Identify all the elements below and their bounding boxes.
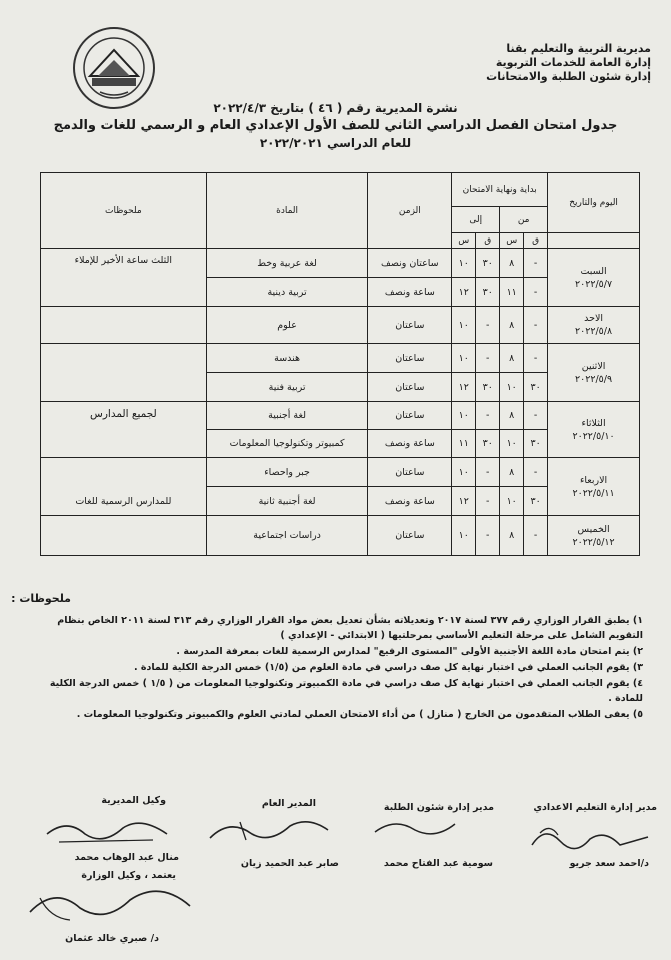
from-q: ٣٠	[524, 373, 548, 402]
header-from-q: ق	[524, 233, 548, 249]
ministry-seal-logo	[68, 24, 160, 112]
to-s: ١٠	[452, 458, 476, 487]
from-s: ٨	[500, 249, 524, 278]
header-line-1: مديرية التربية والتعليم بقنا	[506, 42, 651, 55]
subject: هندسة	[206, 344, 368, 373]
from-q: -	[524, 278, 548, 307]
duration: ساعتان	[368, 402, 452, 430]
exam-schedule-table	[40, 172, 640, 556]
subject: تربية دينية	[206, 278, 368, 307]
from-q: -	[524, 516, 548, 556]
header-to: إلى	[452, 207, 500, 233]
remark-empty	[41, 307, 207, 344]
signature-name-deputy-directorate: منال عبد الوهاب محمد	[74, 852, 179, 863]
signature-title-prep-director: مدير إدارة التعليم الاعدادي	[533, 802, 657, 813]
subject: كمبيوتر وتكنولوجيا المعلومات	[206, 430, 368, 458]
day-name: الاثنين	[581, 360, 606, 372]
header-subject: المادة	[206, 173, 368, 249]
day-cell	[548, 344, 640, 402]
duration: ساعتان	[368, 458, 452, 487]
signature-name-undersecretary: د/ صبري خالد عثمان	[65, 933, 159, 944]
from-s: ٨	[500, 402, 524, 430]
subject: لغة عربية وخط	[206, 249, 368, 278]
signature-name-student-affairs: سومية عبد الفتاح محمد	[383, 858, 493, 869]
from-q: ٣٠	[524, 430, 548, 458]
subject: لغة أجنبية ثانية	[206, 487, 368, 516]
to-q: ٣٠	[476, 278, 500, 307]
subject: تربية فنية	[206, 373, 368, 402]
to-q: -	[476, 307, 500, 344]
day-cell	[548, 402, 640, 458]
signature-title-general-director: المدير العام	[261, 798, 316, 809]
to-s: ١٢	[452, 373, 476, 402]
handwritten-signature-4	[35, 812, 185, 852]
table-row	[41, 458, 640, 487]
table-row	[41, 402, 640, 430]
duration: ساعتان ونصف	[368, 249, 452, 278]
issuer-header	[471, 42, 651, 84]
from-q: -	[524, 458, 548, 487]
to-s: ١٠	[452, 249, 476, 278]
day-name: الاربعاء	[579, 474, 608, 486]
note-item: ٣) يقوم الجانب العملي في اختبار نهاية كل صف دراسي في مادة العلوم من (١/٥) خمس الدرجة الكلية للمادة .	[133, 662, 643, 673]
handwritten-signature-2	[360, 812, 480, 847]
day-date: ٢٠٢٢/٥/٨	[575, 326, 613, 337]
day-name: الثلاثاء	[581, 417, 606, 429]
note-item: ٢) يتم امتحان مادة اللغة الأجنبية الأولى "المستوى الرفيع" لمدارس الرسمية للغات بمعرفة المدرسة .	[176, 646, 643, 657]
duration: ساعتان	[368, 307, 452, 344]
to-q: -	[476, 458, 500, 487]
from-s: ٨	[500, 458, 524, 487]
academic-year: للعام الدراسي ٢٠٢٢/٢٠٢١	[259, 136, 412, 150]
duration: ساعة ونصف	[368, 430, 452, 458]
header-from-s: س	[500, 233, 524, 249]
to-s: ١١	[452, 430, 476, 458]
from-s: ١١	[500, 278, 524, 307]
remark: الثلث ساعة الأخير للإملاء	[41, 249, 207, 307]
table-row	[41, 307, 640, 344]
signature-title-deputy-directorate: وكيل المديرية	[101, 795, 166, 806]
subject: علوم	[206, 307, 368, 344]
subject: جبر واحصاء	[206, 458, 368, 487]
day-name: الاحد	[584, 313, 604, 324]
day-name: الخميس	[577, 523, 610, 535]
table-row	[41, 516, 640, 556]
day-date: ٢٠٢٢/٥/١٠	[572, 430, 615, 442]
from-s: ٨	[500, 307, 524, 344]
header-time: بداية ونهاية الامتحان	[452, 173, 548, 207]
to-s: ١٢	[452, 487, 476, 516]
to-q: -	[476, 344, 500, 373]
duration: ساعة ونصف	[368, 278, 452, 307]
remark: لجميع المدارس	[41, 402, 207, 458]
to-q: -	[476, 402, 500, 430]
remark-empty	[41, 344, 207, 402]
table-row	[41, 249, 640, 278]
duration: ساعتان	[368, 373, 452, 402]
bulletin-title: نشرة المديرية رقم ( ٤٦ ) بتاريخ ٢٠٢٢/٤/٣	[213, 101, 458, 115]
handwritten-signature-5	[10, 878, 210, 933]
to-q: -	[476, 516, 500, 556]
note-item: ٥) يعفى الطلاب المتقدمون من الخارج ( منازل ) من أداء الامتحان العملي لمادتي العلوم والكمبيوتر وتكنولوجيا المعلومات .	[76, 709, 643, 720]
signature-name-general-director: صابر عبد الحميد زيان	[240, 858, 339, 869]
header-from: من	[500, 207, 548, 233]
handwritten-signature-3	[200, 810, 340, 850]
to-s: ١٠	[452, 516, 476, 556]
day-cell	[548, 307, 640, 344]
notes-list	[28, 612, 643, 723]
from-q: -	[524, 249, 548, 278]
header-notes: ملحوظات	[41, 173, 207, 249]
header-duration: الزمن	[368, 173, 452, 249]
from-s: ١٠	[500, 487, 524, 516]
signature-title-undersecretary: يعتمد ، وكيل الوزارة	[81, 870, 176, 881]
remark: للمدارس الرسمية للغات	[41, 458, 207, 516]
header-to-s: س	[452, 233, 476, 249]
table-row	[41, 344, 640, 373]
remark-empty	[41, 516, 207, 556]
to-s: ١٠	[452, 344, 476, 373]
day-cell	[548, 249, 640, 307]
note-item: ٤) يقوم الجانب العملي في اختبار نهاية كل صف دراسي في مادة الكمبيوتر وتكنولوجيا المعلومات من ( ١/٥ ) خمس الدرجة الكلية للمادة .	[49, 678, 643, 704]
day-cell	[548, 516, 640, 556]
from-s: ١٠	[500, 430, 524, 458]
to-s: ١٠	[452, 307, 476, 344]
header-day-spacer	[548, 233, 640, 249]
from-s: ٨	[500, 344, 524, 373]
header-to-q: ق	[476, 233, 500, 249]
duration: ساعة ونصف	[368, 487, 452, 516]
from-q: -	[524, 307, 548, 344]
duration: ساعتان	[368, 344, 452, 373]
from-s: ٨	[500, 516, 524, 556]
day-name: السبت	[580, 265, 607, 277]
notes-heading: ملحوظات :	[11, 592, 71, 605]
header-line-2: إدارة العامة للخدمات التربوية	[495, 56, 651, 69]
day-date: ٢٠٢٢/٥/١١	[572, 487, 615, 499]
signature-title-student-affairs: مدير إدارة شئون الطلبة	[383, 802, 494, 813]
handwritten-signature-1	[520, 815, 665, 860]
day-date: ٢٠٢٢/٥/٩	[575, 373, 613, 385]
duration: ساعتان	[368, 516, 452, 556]
title-block	[40, 100, 631, 152]
to-q: ٣٠	[476, 249, 500, 278]
to-q: -	[476, 487, 500, 516]
signature-name-prep-director: د/احمد سعد جريو	[569, 858, 649, 869]
from-q: ٣٠	[524, 487, 548, 516]
subject: لغة أجنبية	[206, 402, 368, 430]
day-date: ٢٠٢٢/٥/٧	[575, 278, 613, 290]
note-item: ١) يطبق القرار الوزاري رقم ٣٧٧ لسنة ٢٠١٧ وتعديلاته بشأن تعديل بعض مواد القرار الوزاري رقم ٣١٣ لسنة ٢٠١١ الخاص بنظام التقويم الشامل على مرحلة التعليم الأساسي بمرحلتيها ( الابتدائي - الإعدادي )	[57, 615, 643, 641]
to-s: ١٢	[452, 278, 476, 307]
to-q: ٣٠	[476, 373, 500, 402]
day-cell	[548, 458, 640, 516]
to-s: ١٠	[452, 402, 476, 430]
header-day: اليوم والتاريخ	[548, 173, 640, 233]
from-s: ١٠	[500, 373, 524, 402]
subject: دراسات اجتماعية	[206, 516, 368, 556]
day-date: ٢٠٢٢/٥/١٢	[572, 536, 615, 548]
schedule-title: جدول امتحان الفصل الدراسي الثاني للصف الأول الإعدادي العام و الرسمي للغات والدمج	[53, 118, 618, 133]
from-q: -	[524, 402, 548, 430]
from-q: -	[524, 344, 548, 373]
to-q: ٣٠	[476, 430, 500, 458]
header-line-3: إدارة شئون الطلبة والامتحانات	[486, 70, 651, 83]
